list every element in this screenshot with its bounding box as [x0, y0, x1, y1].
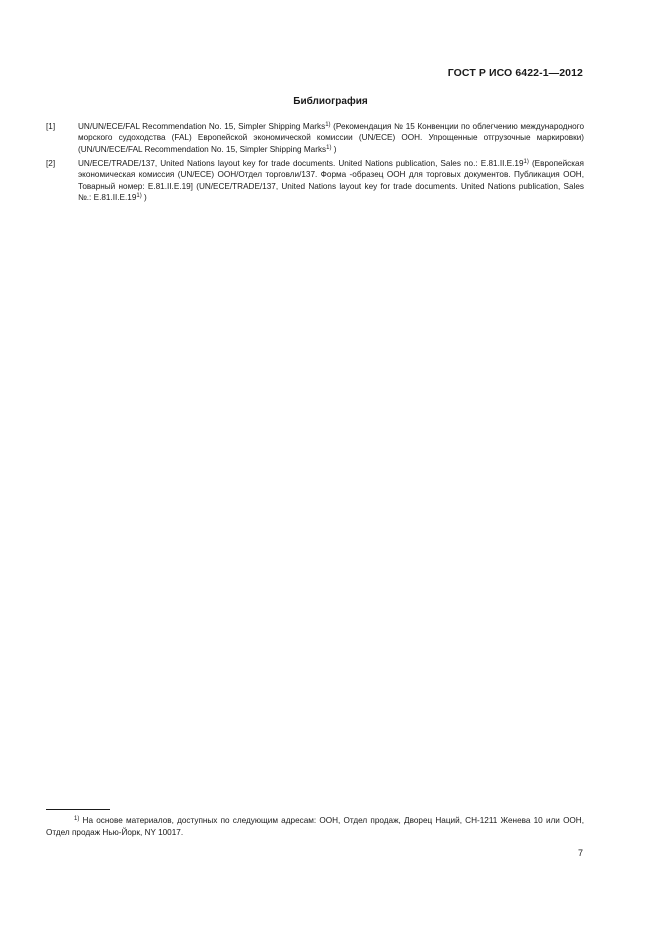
- footnote-text: На основе материалов, доступных по следующим адресам: ООН, Отдел продаж, Дворец Наций, CH-1211 Женева 10 или ООН, Отдел продаж Нью-Йорк, NY 10017.: [46, 816, 584, 837]
- entry-text: [78, 121, 584, 155]
- entry-text-part: (Рекомендация № 15 Конвенции по облегчению международного морского судоходства (FAL) Европейской экономической комиссии (UN/ECE) ООН. Упрощенные отгрузочные маркировки) (UN/UN/ECE/FAL Recommendation No. 15, Simpler Shipping Marks: [78, 122, 584, 154]
- document-code: ГОСТ Р ИСО 6422-1—2012: [447, 67, 583, 79]
- footnote-ref: 1): [326, 144, 332, 151]
- entry-text-part: (Европейская экономическая комиссия (UN/ECE) ООН/Отдел торговли/137. Форма -образец ООН для торговых документов. Публикация ООН, Товарный номер: E.81.II.E.19] (UN/ECE/TRADE/137, United Nations layout key for trade documents. United Nations publication, Sales №.: E.81.II.E.19: [78, 159, 584, 203]
- entry-text-part: ): [331, 144, 337, 154]
- entry-number: [1]: [46, 122, 56, 131]
- entry-text-part: UN/ECE/TRADE/137, United Nations layout key for trade documents. United Nations publication, Sales no.: E.81.II.E.19: [78, 159, 524, 168]
- bibliography-entry-2: [46, 158, 584, 204]
- entry-text: [78, 158, 584, 204]
- entry-number: [2]: [46, 159, 56, 168]
- footnote: [46, 815, 584, 838]
- entry-text-part: ): [141, 193, 147, 203]
- footnote-marker: 1): [74, 816, 80, 822]
- section-title: Библиография: [293, 96, 368, 107]
- footnote-separator: [46, 809, 110, 810]
- footnote-ref: 1): [136, 193, 142, 200]
- bibliography-entry-1: [46, 121, 584, 155]
- entry-text-part: UN/UN/ECE/FAL Recommendation No. 15, Simpler Shipping Marks: [78, 122, 326, 131]
- footnote-ref: 1): [325, 122, 331, 128]
- footnote-ref: 1): [523, 159, 529, 165]
- page-number: 7: [577, 848, 583, 858]
